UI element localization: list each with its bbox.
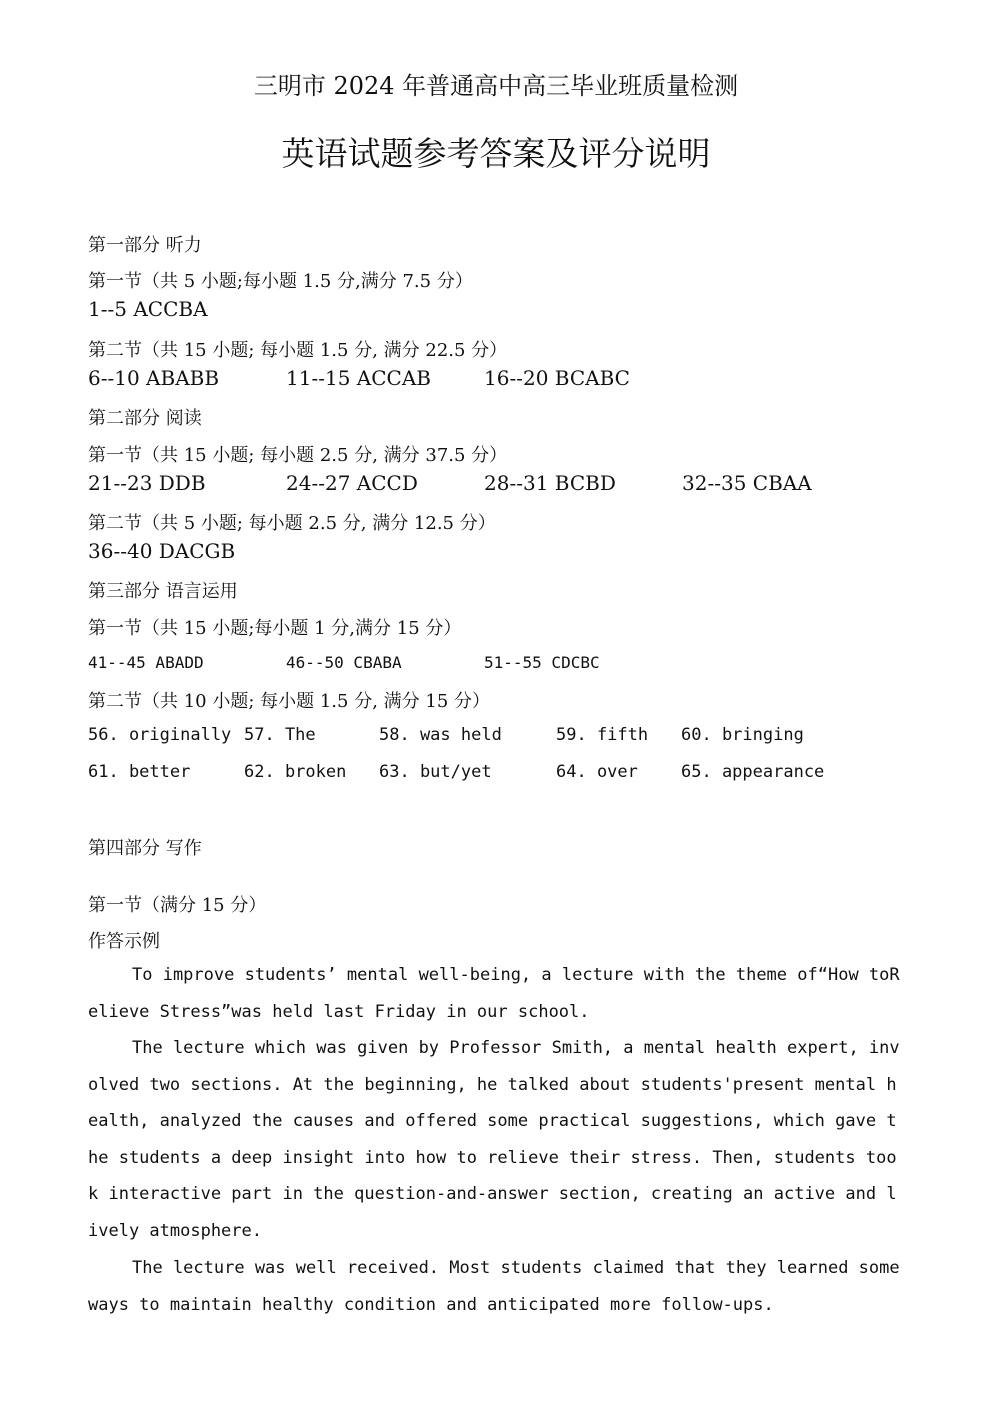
part2-heading: 第二部分 阅读 — [88, 408, 202, 429]
fill-answer: 63. but/yet — [379, 762, 492, 782]
essay-paragraph: The lecture was well received. Most students claimed that they learned some ways to maintain healthy condition and anticipated more follow-ups. — [88, 1258, 900, 1315]
answer-group: 28--31 BCBD — [484, 471, 616, 495]
answer-group: 36--40 DACGB — [88, 539, 236, 563]
part3-sec2-heading: 第二节（共 10 小题; 每小题 1.5 分, 满分 15 分） — [88, 691, 490, 712]
answer-group: 51--55 CDCBC — [484, 653, 600, 672]
essay-paragraph: To improve students’ mental well-being, a lecture with the theme of“How toRelieve Stress”was held last Friday in our school. — [88, 965, 900, 1022]
part2-sec2-heading: 第二节（共 5 小题; 每小题 2.5 分, 满分 12.5 分） — [88, 513, 496, 534]
fill-answer: 64. over — [556, 762, 638, 782]
answer-group: 46--50 CBABA — [286, 653, 402, 672]
answer-group: 32--35 CBAA — [682, 471, 812, 495]
example-label: 作答示例 — [88, 931, 160, 952]
document-subtitle: 英语试题参考答案及评分说明 — [281, 134, 711, 173]
part3-heading: 第三部分 语言运用 — [88, 581, 238, 602]
fill-answer: 61. better — [88, 762, 191, 782]
answer-group: 1--5 ACCBA — [88, 297, 208, 321]
fill-answer: 59. fifth — [556, 725, 649, 745]
fill-answer: 57. The — [244, 725, 316, 745]
part1-heading: 第一部分 听力 — [88, 235, 202, 256]
part2-sec1-heading: 第一节（共 15 小题; 每小题 2.5 分, 满分 37.5 分） — [88, 445, 508, 466]
part1-sec1-heading: 第一节（共 5 小题;每小题 1.5 分,满分 7.5 分） — [88, 271, 473, 292]
fill-answer: 65. appearance — [681, 762, 825, 782]
part3-sec1-heading: 第一节（共 15 小题;每小题 1 分,满分 15 分） — [88, 618, 462, 639]
essay-paragraph: The lecture which was given by Professor Smith, a mental health expert, involved two sections. At the beginning, he talked about students'present mental health, analyzed the causes and offered some practical suggestions, which gave the students a deep insight into how to relieve their stress. Then, students took interactive part in the question-and-answer section, creating an active and lively atmosphere. — [88, 1038, 900, 1241]
fill-answer: 62. broken — [244, 762, 347, 782]
part1-sec2-heading: 第二节（共 15 小题; 每小题 1.5 分, 满分 22.5 分） — [88, 340, 508, 361]
answer-group: 41--45 ABADD — [88, 653, 204, 672]
document-title: 三明市 2024 年普通高中高三毕业班质量检测 — [253, 72, 739, 100]
fill-answer: 58. was held — [379, 725, 502, 745]
fill-answer: 60. bringing — [681, 725, 804, 745]
answer-group: 11--15 ACCAB — [286, 366, 431, 390]
answer-group: 6--10 ABABB — [88, 366, 220, 390]
answer-group: 16--20 BCABC — [484, 366, 630, 390]
answer-group: 24--27 ACCD — [286, 471, 418, 495]
answer-group: 21--23 DDB — [88, 471, 206, 495]
part4-sec1-heading: 第一节（满分 15 分） — [88, 895, 267, 916]
fill-answer: 56. originally — [88, 725, 232, 745]
part4-heading: 第四部分 写作 — [88, 838, 202, 859]
